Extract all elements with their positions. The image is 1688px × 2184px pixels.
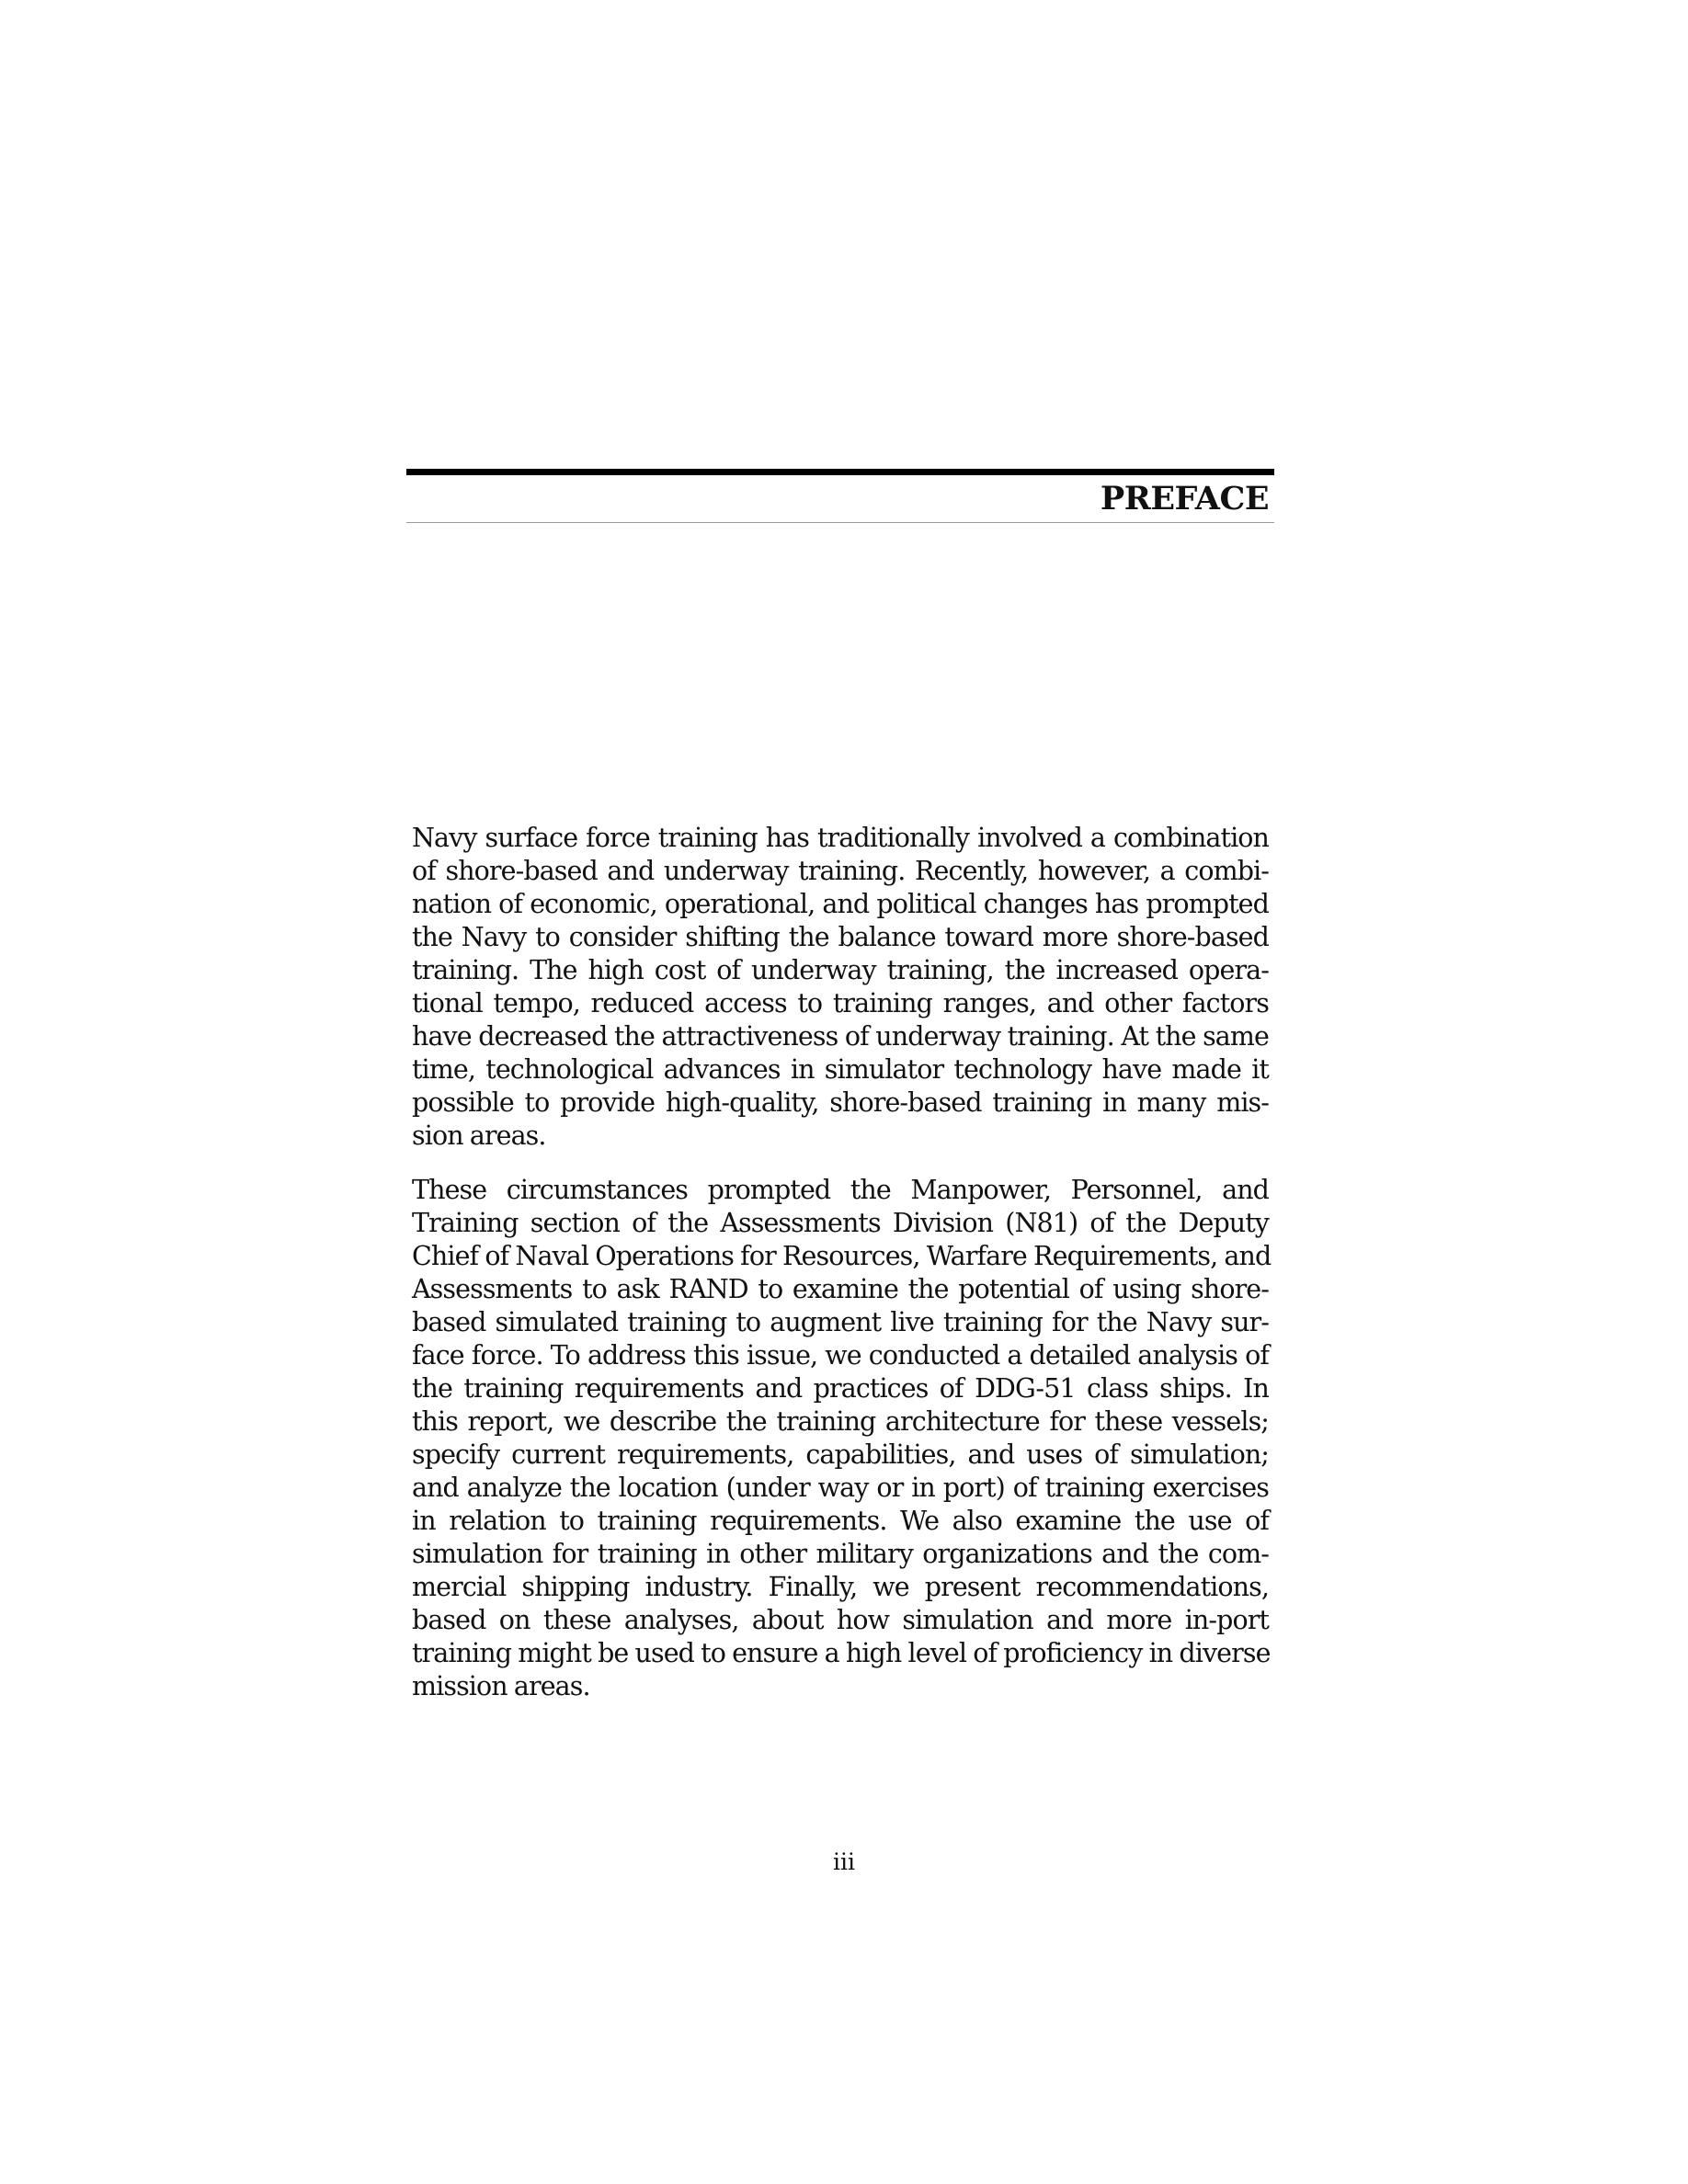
text-line: mission areas. (412, 1671, 590, 1701)
text-line: mercial shipping industry. Finally, we present recommendations, (412, 1572, 1269, 1602)
text-line: the training requirements and practices of DDG-51 class ships. In (412, 1373, 1269, 1404)
text-line: based on these analyses, about how simulation and more in-port (412, 1605, 1269, 1635)
paragraph-spacer (412, 1153, 1269, 1174)
text-line: based simulated training to augment live training for the Navy sur- (412, 1307, 1269, 1337)
text-line: face force. To address this issue, we conducted a detailed analysis of (412, 1340, 1269, 1371)
text-line: nation of economic, operational, and political changes has prompted (412, 889, 1269, 919)
text-line: of shore-based and underway training. Recently, however, a combi- (412, 856, 1269, 886)
paragraph (412, 1174, 1272, 1703)
body-text (412, 822, 1272, 1703)
text-line: Assessments to ask RAND to examine the potential of using shore- (412, 1274, 1269, 1304)
text-line: Navy surface force training has traditionally involved a combination (412, 823, 1269, 853)
text-line: time, technological advances in simulator technology have made it (412, 1054, 1269, 1085)
chapter-header (406, 469, 1274, 523)
text-line: specify current requirements, capabilities, and uses of simulation; (412, 1439, 1269, 1470)
header-bottom-rule (406, 522, 1274, 523)
text-line: These circumstances prompted the Manpower, Personnel, and (412, 1175, 1269, 1205)
text-line: have decreased the attractiveness of underway training. At the same (412, 1021, 1269, 1052)
text-line: training might be used to ensure a high level of proficiency in diverse (412, 1638, 1271, 1668)
text-line: Training section of the Assessments Division (N81) of the Deputy (412, 1208, 1269, 1238)
text-line: simulation for training in other military organizations and the com- (412, 1539, 1269, 1569)
page-title: PREFACE (1100, 480, 1269, 518)
paragraph (412, 822, 1269, 1153)
text-line: the Navy to consider shifting the balance toward more shore-based (412, 922, 1269, 952)
text-line: possible to provide high-quality, shore-based training in many mis- (412, 1087, 1269, 1118)
text-line: sion areas. (412, 1120, 546, 1151)
text-line: Chief of Naval Operations for Resources, Warfare Requirements, and (412, 1241, 1272, 1271)
text-line: this report, we describe the training architecture for these vessels; (412, 1406, 1269, 1437)
page-number: iii (833, 1848, 855, 1875)
header-top-rule (406, 469, 1274, 475)
text-line: training. The high cost of underway training, the increased opera- (412, 955, 1269, 985)
text-line: tional tempo, reduced access to training ranges, and other factors (412, 988, 1269, 1018)
text-line: in relation to training requirements. We also examine the use of (412, 1506, 1269, 1536)
text-line: and analyze the location (under way or in port) of training exercises (412, 1473, 1269, 1503)
